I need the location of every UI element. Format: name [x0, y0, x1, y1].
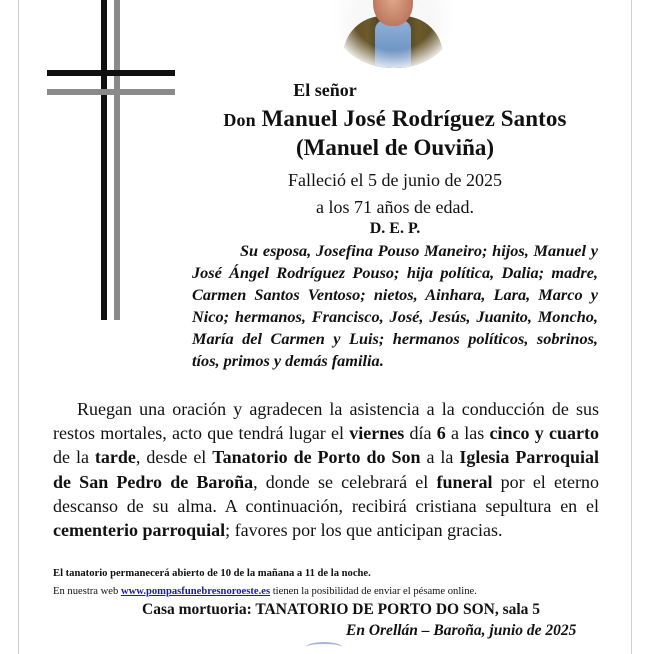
day-name: viernes [349, 423, 405, 444]
cross-vertical-gray [114, 0, 120, 320]
photo-vignette [333, 0, 455, 68]
death-date: Falleció el 5 de junio de 2025 [288, 170, 502, 190]
hour: cinco y cuarto [489, 423, 600, 444]
church: Iglesia Parroquial de San Pedro de Baroña [53, 447, 600, 492]
day-number: 6 [436, 423, 446, 444]
funeral-home-room: Casa mortuoria: TANATORIO DE PORTO DO SON, sala 5 [142, 601, 541, 618]
website-link[interactable]: www.pompasfunebresnoroeste.es [120, 586, 271, 597]
cross-icon [0, 0, 200, 330]
web-note-prefix: En nuestra web [53, 586, 119, 597]
funeral-home: Tanatorio de Porto do Son [212, 447, 421, 468]
body-text-6: a la [426, 447, 454, 468]
title-senor: El señor [293, 80, 357, 100]
deceased-name [190, 106, 600, 132]
ceremony-paragraph [53, 397, 599, 542]
body-text-7: , donde se celebrará el [253, 471, 429, 492]
portrait-photo [333, 0, 455, 68]
body-text-2: día [409, 423, 432, 444]
body-text-3: a las [451, 423, 485, 444]
funeral-word: funeral [436, 471, 493, 492]
afternoon: tarde [94, 447, 136, 468]
cross-vertical-black [101, 0, 107, 320]
body-text-8: por el eterno descanso de su alma. A continuación, recibirá cristiana sepultura en el [53, 471, 599, 516]
opening-hours-note: El tanatorio permanecerá abierto de 10 de la mañana a 11 de la noche. [53, 568, 371, 579]
place-date: En Orellán – Baroña, junio de 2025 [346, 622, 577, 639]
body-text-5: , desde el [135, 447, 207, 468]
full-name: Manuel José Rodríguez Santos [261, 106, 567, 131]
nickname: (Manuel de Ouviña) [295, 135, 495, 160]
body-text-4: de la [53, 447, 89, 468]
cemetery: cementerio parroquial [53, 520, 226, 541]
web-note [53, 586, 477, 597]
cross-horizontal-black [47, 70, 175, 76]
age: a los 71 años de edad. [316, 197, 474, 217]
body-text-9: ; favores por los que anticipan gracias. [225, 520, 503, 541]
body-text-1: Ruegan una oración y agradecen la asistencia a la conducción de sus restos mortales, acto que tendrá lugar el [53, 399, 599, 444]
rip-label: D. E. P. [369, 220, 421, 237]
company-logo [306, 642, 342, 652]
web-note-suffix: tienen la posibilidad de enviar el pésame online. [272, 586, 477, 597]
title-don: Don [223, 110, 256, 130]
family-paragraph: Su esposa, Josefina Pouso Maneiro; hijos, Manuel y José Ángel Rodríguez Pouso; hija política, Dalia; madre, Carmen Santos Ventoso; nietos, Ainhara, Lara, Marco y Nico; hermanos, Francisco, José, Jesús, Juanito, Moncho, María del Carmen y Luis; hermanos políticos, sobrinos, tíos, primos y demás familia. [192, 241, 598, 370]
